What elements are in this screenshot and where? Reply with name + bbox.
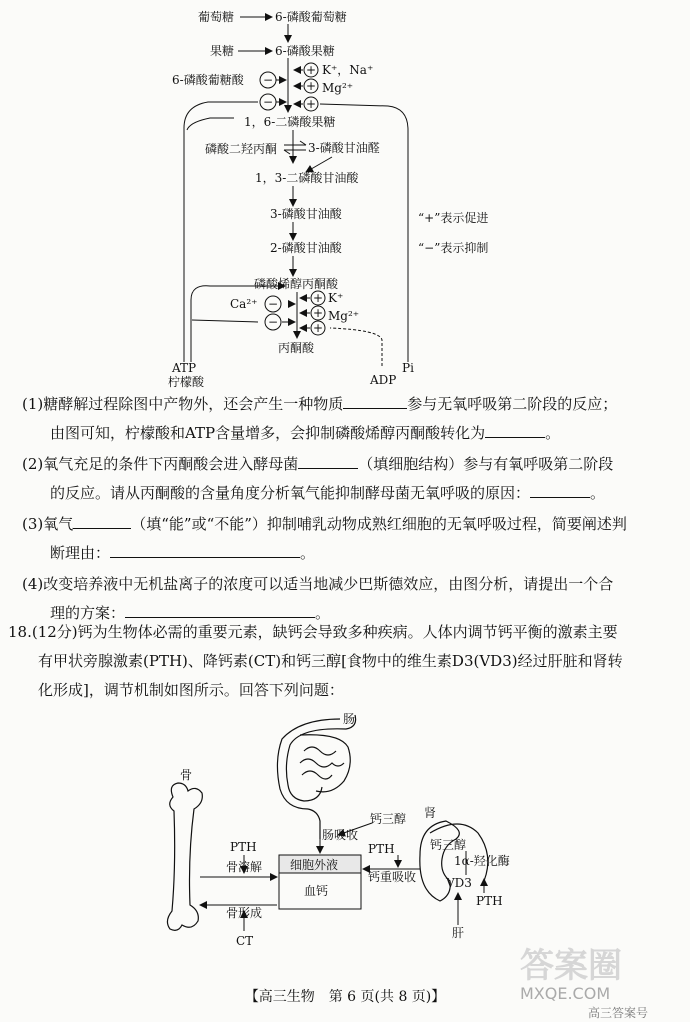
bone-icon	[167, 783, 202, 930]
minus-sign: −	[262, 73, 274, 87]
label-liver: 肝	[452, 926, 465, 940]
label-bone-resorption: 骨溶解	[226, 860, 263, 874]
question-17	[22, 390, 672, 628]
label-blood-calcium: 血钙	[304, 884, 329, 898]
label-pth-2: PTH	[368, 842, 395, 856]
minus-sign: −	[267, 297, 279, 311]
plus-sign: +	[305, 63, 317, 77]
label-pth-3: PTH	[476, 894, 503, 908]
label-mg: Mg²⁺	[322, 81, 354, 95]
answer-blank[interactable]	[125, 601, 315, 618]
label-bone-formation: 骨形成	[226, 906, 263, 920]
label-pi: Pi	[402, 361, 414, 375]
legend-inhibit: “−”表示抑制	[418, 241, 489, 255]
label-fructose: 果糖	[210, 44, 235, 58]
legend-promote: “+”表示促进	[418, 211, 489, 225]
label-bone: 骨	[180, 768, 193, 782]
page-footer: 【高三生物 第 6 页(共 8 页)】	[244, 989, 446, 1005]
label-k: K⁺	[328, 291, 344, 305]
watermark-account: 高三答案号	[588, 1006, 649, 1020]
plus-sign: +	[305, 97, 317, 111]
label-calcitriol-1: 钙三醇	[370, 812, 407, 826]
answer-blank[interactable]	[530, 481, 590, 498]
label-pyruvate: 丙酮酸	[278, 341, 315, 355]
q17-part3: (3)氧气 （填“能”或“不能”）抑制哺乳动物成熟红细胞的无氧呼吸过程，简要阐述判 断理由： 。	[22, 510, 672, 568]
label-extracellular-fluid: 细胞外液	[290, 858, 339, 872]
answer-blank[interactable]	[110, 541, 300, 558]
label-citrate: 柠檬酸	[168, 375, 205, 389]
label-intestinal-absorption: 肠吸收	[322, 828, 359, 842]
minus-sign: −	[262, 95, 274, 109]
label-bpg: 1，3-二磷酸甘油酸	[255, 171, 359, 185]
q18-number: 18.	[8, 623, 32, 641]
label-g3p: 3-磷酸甘油醛	[308, 141, 380, 155]
label-2pg: 2-磷酸甘油酸	[270, 241, 342, 255]
q17-part4: (4)改变培养液中无机盐离子的浓度可以适当地减少巴斯德效应，由图分析，请提出一个合 理的方案： 。	[22, 575, 614, 622]
label-3pg: 3-磷酸甘油酸	[270, 207, 342, 221]
label-intestine: 肠	[343, 712, 356, 726]
label-g6p: 6-磷酸葡萄糖	[275, 10, 347, 24]
label-vd3: VD3	[446, 876, 472, 890]
plus-sign: +	[312, 291, 324, 305]
label-ct: CT	[236, 934, 254, 948]
label-1a-hydroxylase: 1α-羟化酶	[454, 854, 510, 868]
calcium-regulation-diagram	[0, 705, 690, 970]
answer-blank[interactable]	[298, 452, 358, 469]
label-atp: ATP	[172, 361, 197, 375]
watermark-brand: MXQE.COM	[520, 984, 611, 1003]
label-pep: 磷酸烯醇丙酮酸	[254, 277, 339, 291]
label-calcium-reabsorption: 钙重吸收	[368, 870, 417, 884]
label-f6p: 6-磷酸果糖	[275, 44, 335, 58]
q17-part2: (2)氧气充足的条件下丙酮酸会进入酵母菌 （填细胞结构）参与有氧呼吸第二阶段 的反应。请从丙酮酸的含量角度分析氧气能抑制酵母菌无氧呼吸的原因： 。	[22, 450, 672, 508]
label-pth-1: PTH	[230, 840, 257, 854]
plus-sign: +	[312, 321, 324, 335]
intestine-icon	[277, 715, 355, 839]
plus-sign: +	[305, 79, 317, 93]
answer-blank[interactable]	[343, 392, 407, 409]
question-18: 18.(12分)钙为生物体必需的重要元素，缺钙会导致多种疾病。人体内调节钙平衡的激素主要 有甲状旁腺激素(PTH)、降钙素(CT)和钙三醇[食物中的维生素D3(VD3)经过肝脏和肾转 化形成]，调节机制如图所示。回答下列问题：	[8, 623, 623, 699]
label-kidney: 肾	[424, 806, 437, 820]
label-adp: ADP	[370, 373, 397, 387]
label-k-na: K⁺，Na⁺	[322, 63, 374, 77]
answer-blank[interactable]	[73, 512, 131, 529]
label-ca: Ca²⁺	[230, 297, 258, 311]
label-glucose: 葡萄糖	[198, 10, 235, 24]
answer-blank[interactable]	[485, 421, 545, 438]
label-calcitriol-2: 钙三醇	[430, 838, 467, 852]
label-6-phosphogluconate: 6-磷酸葡糖酸	[172, 73, 244, 87]
glycolysis-diagram	[0, 0, 690, 395]
label-dhap: 磷酸二羟丙酮	[205, 142, 278, 156]
q17-part1: (1)糖酵解过程除图中产物外，还会产生一种物质 参与无氧呼吸第二阶段的反应； 由图可知，柠檬酸和ATP含量增多，会抑制磷酸烯醇丙酮酸转化为 。	[22, 390, 672, 448]
plus-sign: +	[312, 306, 324, 320]
label-fbp: 1，6-二磷酸果糖	[244, 115, 336, 129]
label-mg2: Mg²⁺	[328, 309, 360, 323]
minus-sign: −	[267, 315, 279, 329]
watermark-logo: 答案圈	[520, 946, 622, 986]
